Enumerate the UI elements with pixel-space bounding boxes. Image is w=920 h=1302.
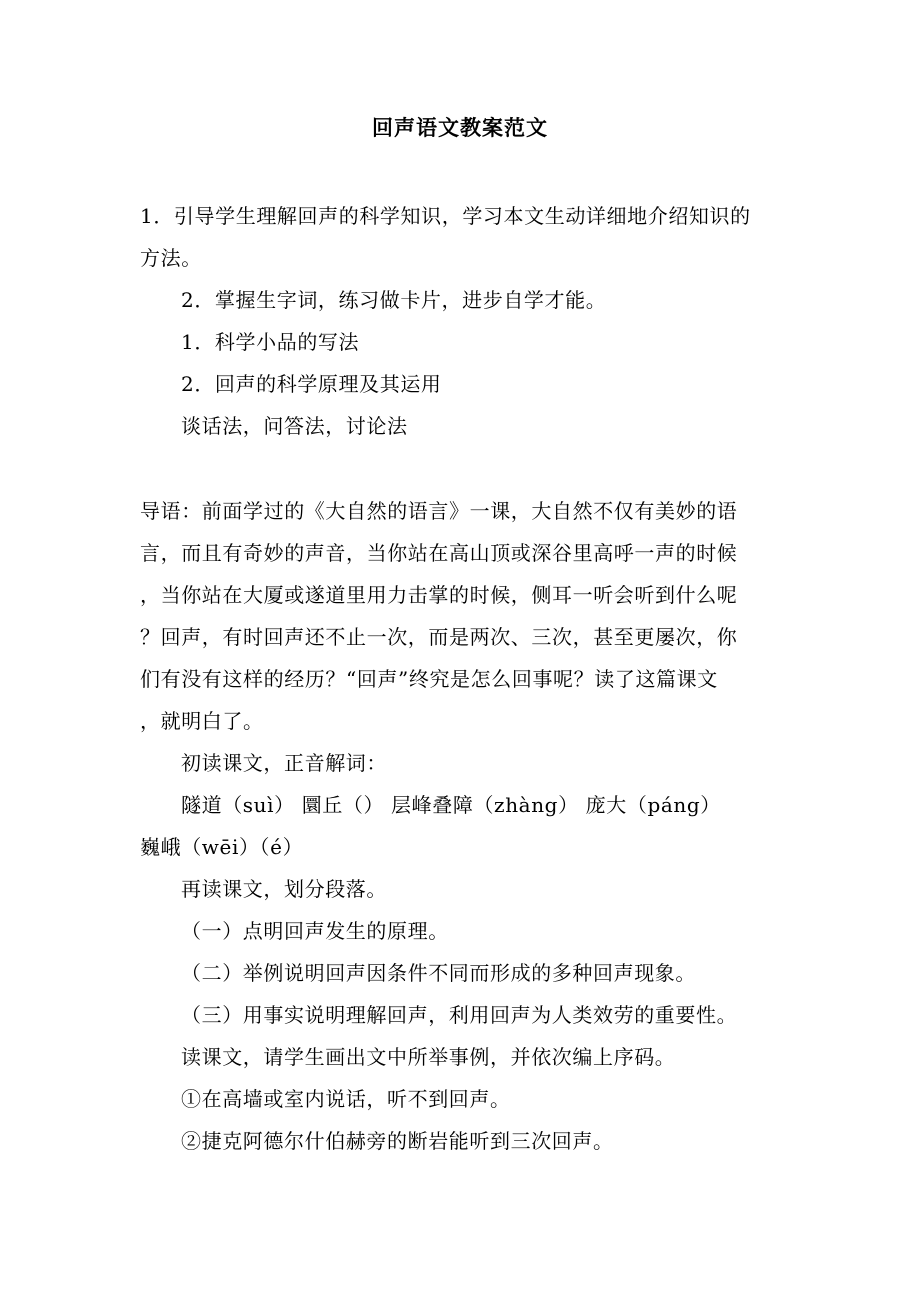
intro-line-5: 们有没有这样的经历？“回声”终究是怎么回事呢？读了这篇课文 (140, 667, 718, 691)
keypoint-line-1: 1．科学小品的写法 (181, 330, 360, 354)
example-line-2: ②捷克阿德尔什伯赫旁的断岩能听到三次回声。 (181, 1129, 614, 1153)
intro-line-4: ？回声，有时回声还不止一次，而是两次、三次，甚至更屡次，你 (140, 625, 738, 649)
objective-line-1-cont: 方法。 (140, 246, 202, 270)
objective-line-2: 2．掌握生字词，练习做卡片，进步自学才能。 (181, 288, 607, 312)
section-line-3: （三）用事实说明理解回声，利用回声为人类效劳的重要性。 (181, 1003, 738, 1027)
keypoint-line-2: 2．回声的科学原理及其运用 (181, 372, 442, 396)
method-line: 谈话法，问答法，讨论法 (181, 414, 408, 438)
objective-line-1: 1．引导学生理解回声的科学知识，学习本文生动详细地介绍知识的 (140, 204, 751, 228)
example-line-1: ①在高墙或室内说话，听不到回声。 (181, 1087, 511, 1111)
intro-line-2: 言，而且有奇妙的声音，当你站在高山顶或深谷里高呼一声的时候 (140, 541, 738, 565)
reading-task-line: 读课文，请学生画出文中所举事例，并依次编上序码。 (181, 1045, 676, 1069)
section-line-2: （二）举例说明回声因条件不同而形成的多种回声现象。 (181, 961, 696, 985)
intro-line-3: ，当你站在大厦或遂道里用力击掌的时候，侧耳一听会听到什么呢 (140, 583, 738, 607)
vocab-line-1: 隧道（suì） 圜丘（） 层峰叠障（zhàng） 庞大（páng） (181, 793, 721, 817)
document-title: 回声语文教案范文 (372, 115, 548, 140)
first-reading-line: 初读课文，正音解词： (181, 751, 387, 775)
intro-line-1: 导语：前面学过的《大自然的语言》一课，大自然不仅有美妙的语 (140, 499, 738, 523)
section-line-1: （一）点明回声发生的原理。 (181, 919, 449, 943)
vocab-line-2: 巍峨（wēi）（é） (140, 835, 304, 859)
intro-line-6: ，就明白了。 (140, 709, 264, 733)
second-reading-line: 再读课文，划分段落。 (181, 877, 387, 901)
